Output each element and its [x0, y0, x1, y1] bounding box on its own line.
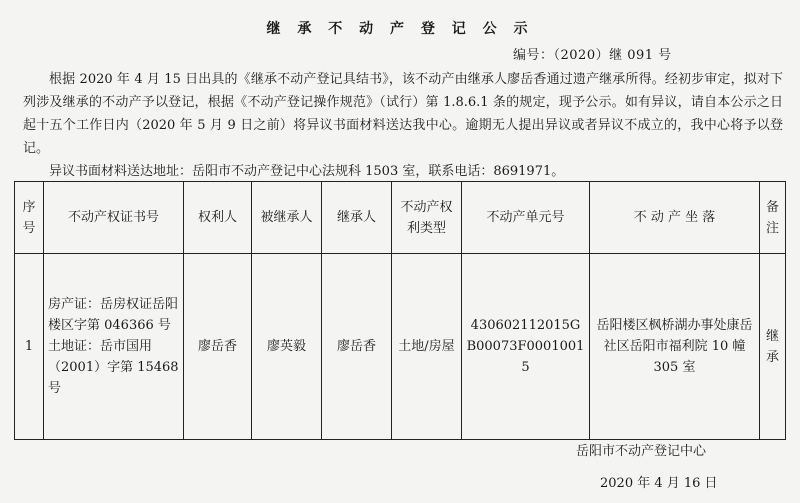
table-header-row	[15, 182, 786, 254]
cell-decedent: 廖英毅	[252, 254, 322, 440]
cell-remark: 继承	[760, 254, 786, 440]
cell-location: 岳阳楼区枫桥湖办事处康岳社区岳阳市福利院 10 幢 305 室	[590, 254, 760, 440]
notice-body	[23, 68, 783, 183]
cell-unit-no: 430602112015GB00073F00010015	[462, 254, 590, 440]
header-holder: 权利人	[184, 182, 252, 254]
document-title: 继 承 不 动 产 登 记 公 示	[266, 21, 534, 37]
header-decedent: 被继承人	[252, 182, 322, 254]
header-right-type: 不动产权利类型	[392, 182, 462, 254]
cell-cert-house: 房产证：岳房权证岳阳楼区字第 046366 号	[48, 297, 179, 333]
issuer-name: 岳阳市不动产登记中心	[576, 444, 707, 459]
header-remark: 备注	[760, 182, 786, 254]
header-cert: 不动产权证书号	[44, 182, 184, 254]
header-heir: 继承人	[322, 182, 392, 254]
cell-seq: 1	[15, 254, 44, 440]
notice-paragraph-main: 根据 2020 年 4 月 15 日出具的《继承不动产登记具结书》，该不动产由继承人廖岳香通过遗产继承所得。经初步审定，拟对下列涉及继承的不动产予以登记，根据《不动产登记操作规范》（试行）第 1.8.6.1 条的规定，现予公示。如有异议，请自本公示之日起十五个工作日内（2020 年 5 月 9 日之前）将异议书面材料送达我中心。逾期无人提出异议或者异议不成立的，我中心将予以登记。	[23, 72, 783, 156]
cell-right-type: 土地/房屋	[392, 254, 462, 440]
header-seq: 序号	[15, 182, 44, 254]
document-number: 编号：（2020）继 091 号	[513, 48, 672, 63]
cell-cert	[44, 254, 184, 440]
cell-holder: 廖岳香	[184, 254, 252, 440]
header-unit-no: 不动产单元号	[462, 182, 590, 254]
registration-table	[14, 181, 786, 440]
cell-cert-land: 土地证：岳市国用（2001）字第 15468 号	[48, 339, 179, 396]
notice-paragraph-address: 异议书面材料送达地址：岳阳市不动产登记中心法规科 1503 室，联系电话：8691971。	[49, 164, 565, 179]
header-location: 不 动 产 坐 落	[590, 182, 760, 254]
table-row	[15, 254, 786, 440]
issue-date: 2020 年 4 月 16 日	[600, 476, 718, 491]
cell-heir: 廖岳香	[322, 254, 392, 440]
